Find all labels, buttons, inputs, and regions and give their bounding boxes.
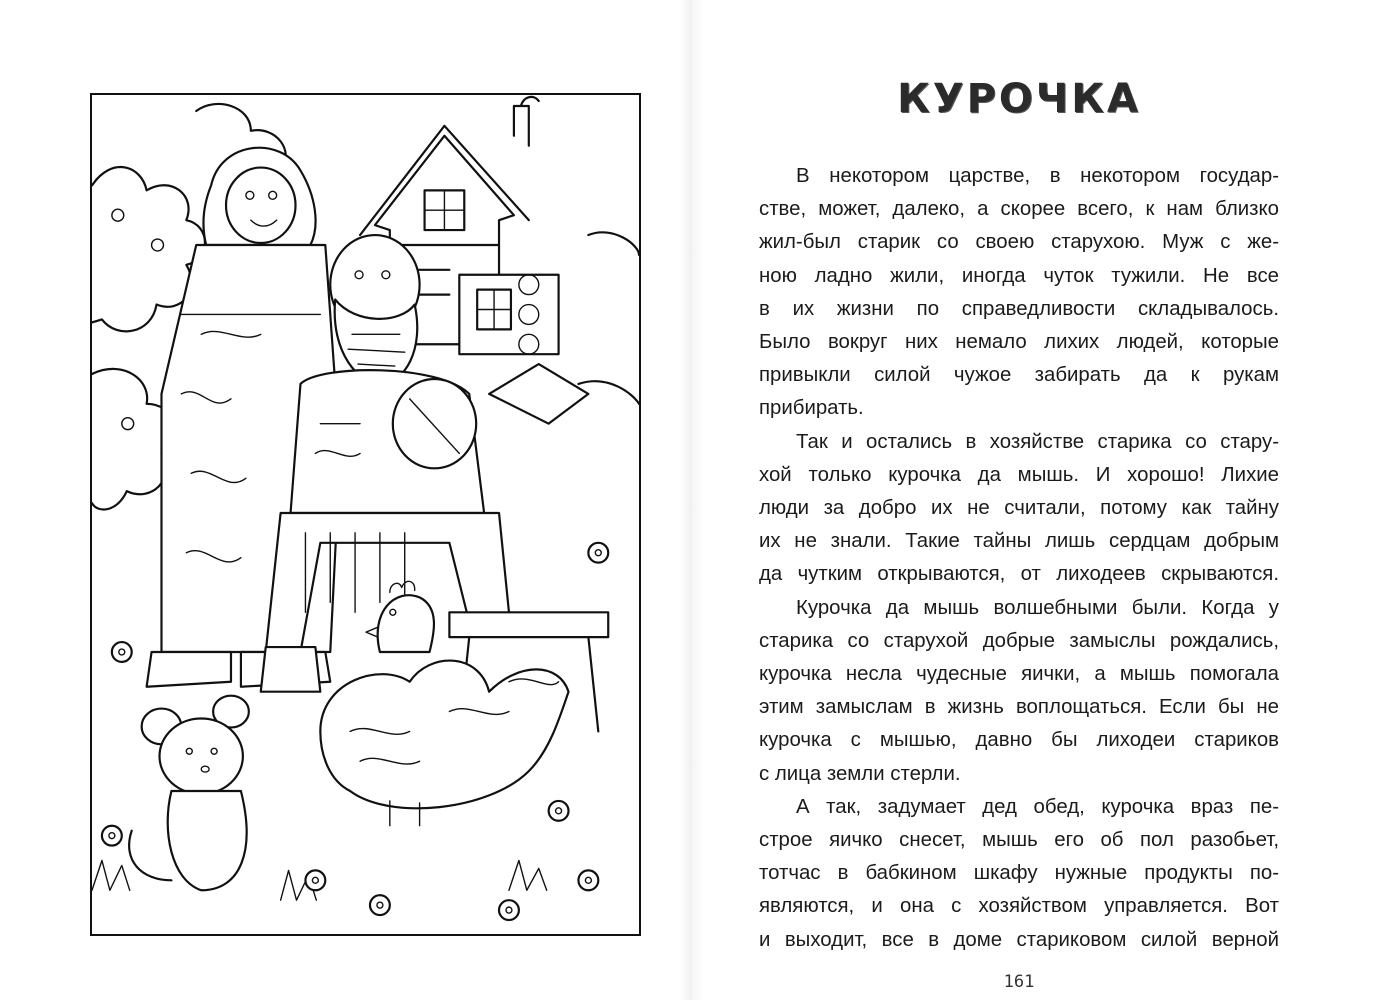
text-line: жил-был старик со своею старухою. Муж с же- xyxy=(759,231,1279,254)
text-line: люди за добро их не считали, потому как тайну xyxy=(759,497,1279,520)
text-line: этим замыслам в жизнь воплощаться. Если бы не xyxy=(759,696,1279,719)
text-line: А так, задумает дед обед, курочка враз пе- xyxy=(796,795,1279,818)
text-line: стве, может, далеко, а скорее всего, к нам близко xyxy=(759,198,1279,221)
text-line: прибирать. xyxy=(759,397,864,420)
chapter-title: КУРОЧКА xyxy=(897,76,1141,122)
text-line: строе яичко снесет, мышь его об пол разобьет, xyxy=(759,829,1279,852)
right-page xyxy=(704,0,1375,1000)
text-line: хой только курочка да мышь. И хорошо! Лихие xyxy=(759,463,1279,486)
text-line: привыкли силой чужое забирать да к рукам xyxy=(759,364,1279,387)
text-line: ною ладно жили, иногда чуток тужили. Не все xyxy=(759,264,1279,287)
text-line: и выходит, все в доме стариковом силой верной xyxy=(759,928,1279,951)
text-line: да чутким открываются, от лиходеев скрываются. xyxy=(759,563,1279,586)
text-line: курочка несла чудесные яички, а мышь помогала xyxy=(759,663,1279,686)
text-line: их не знали. Такие тайны лишь сердцам добрым xyxy=(759,530,1279,553)
mouse-icon xyxy=(129,696,249,891)
text-line: тотчас в бабкином шкафу нужные продукты по- xyxy=(759,862,1279,885)
text-line: старика со старухой добрые замыслы рождались, xyxy=(759,629,1279,652)
story-text xyxy=(759,160,1279,957)
text-line: В некотором царстве, в некотором государ- xyxy=(796,165,1279,187)
page-number: 161 xyxy=(1003,972,1035,992)
text-line: в их жизни по справедливости складывалось. xyxy=(759,297,1279,320)
text-line: курочка с мышью, давно бы лиходеи стариков xyxy=(759,729,1279,752)
text-line: с лица земли стерли. xyxy=(759,762,961,785)
text-line: Было вокруг них немало лихих людей, которые xyxy=(759,331,1279,354)
text-line: являются, и она с хозяйством управляется. Вот xyxy=(759,895,1279,918)
left-page xyxy=(0,0,687,1000)
text-line: Курочка да мышь волшебными были. Когда у xyxy=(796,596,1279,619)
book-gutter xyxy=(680,0,704,1000)
coloring-illustration xyxy=(90,93,641,936)
text-line: Так и остались в хозяйстве старика со стару- xyxy=(796,430,1279,453)
